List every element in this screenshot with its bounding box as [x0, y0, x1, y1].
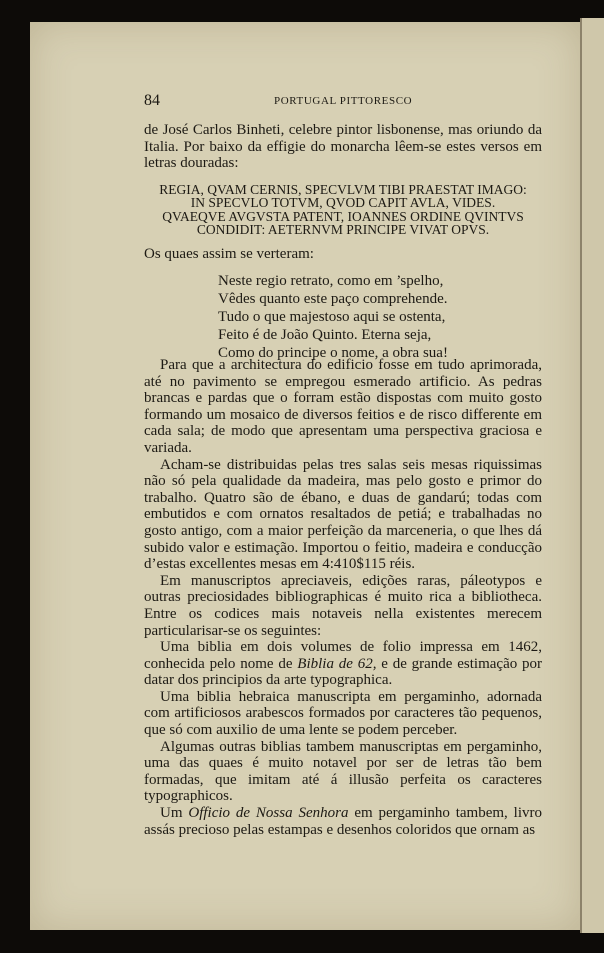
verse-line: Vêdes quanto este paço comprehende. [218, 291, 448, 307]
translated-verse [218, 272, 488, 362]
inscription-line: QVAEQVE AVGVSTA PATENT, IOANNES ORDINE QVINTVS [162, 208, 524, 224]
adjacent-page-edge [580, 18, 604, 933]
paragraph-architecture: Para que a architectura do edificio fosse em tudo aprimorada, até no pavimento se empregou esmerado artificio. As pedras brancas e pardas que o forram estão dispostas com muito gosto formando um mosaico de diversos feitios e de risco differente em cada sala; de modo que apresentam uma perspectiva graciosa e variada. [144, 357, 542, 456]
opening-paragraph [144, 122, 542, 172]
latin-inscription [144, 183, 542, 237]
verse-line: Feito é de João Quinto. Eterna seja, [218, 327, 432, 343]
paragraph-bible-1462: Uma biblia em dois volumes de folio impressa em 1462, conhecida pelo nome de Biblia de 62, e de grande estimação por datar dos principios da arte typographica. [144, 639, 543, 689]
inscription-line: REGIA, QVAM CERNIS, SPECVLVM TIBI PRAESTAT IMAGO: [159, 182, 527, 197]
page-header [144, 92, 542, 112]
verse-line: Neste regio retrato, como em ’spelho, [218, 273, 444, 289]
translation-intro-text: Os quaes assim se verteram: [144, 246, 314, 262]
inscription-line: IN SPECVLO TOTVM, QVOD CAPIT AVLA, VIDES. [190, 195, 496, 211]
paragraph-other-bibles: Algumas outras biblias tambem manuscriptas em pergaminho, uma das quaes é muito notavel por ser de letras tão bem formadas, que imitam até á illusão perfeita os caracteres typographicos. [144, 738, 542, 805]
verse-line: Como do principe o nome, a obra sua! [218, 345, 448, 361]
paragraph-officio: Um Officio de Nossa Senhora em pergaminho tambem, livro assás precioso pelas estampas e desenhos coloridos que ornam as [144, 805, 542, 838]
paragraph-tables: Acham-se distribuidas pelas tres salas seis mesas riquissimas não só pela qualidade da madeira, mas pelo gosto e primor do trabalho. Quatro são de ébano, e duas de gandarú; todas com embutidos e com ornatos resaltados de petiá; e trabalhadas no gosto antigo, com a maior perfeição da marceneria, o que lhes dá subido valor e estimação. Importou o feitio, madeira e conducção d’estas excellentes mesas em 4:410$115 réis. [144, 456, 542, 573]
inscription-line: CONDIDIT: AETERNVM PRINCIPE VIVAT OPVS. [196, 222, 490, 238]
italic-title: Officio de Nossa Senhora [188, 805, 349, 822]
paragraph-manuscripts: Em manuscriptos apreciaveis, edições raras, páleotypos e outras preciosidades bibliographicas é muito rica a bibliotheca. Entre os codices mais notaveis nella existentes merecem particularisar-se os seguintes: [144, 572, 542, 639]
translation-intro [144, 246, 542, 263]
body-text [144, 357, 542, 838]
verse-line: Tudo o que majestoso aqui se ostenta, [218, 309, 446, 325]
opening-text: de José Carlos Binheti, celebre pintor lisbonense, mas oriundo da Italia. Por baixo da effigie do monarcha lêem-se estes versos em letras douradas: [144, 122, 542, 172]
running-title: PORTUGAL PITTORESCO [274, 95, 413, 107]
page-number: 84 [144, 92, 160, 109]
paragraph-hebrew-bible: Uma biblia hebraica manuscripta em pergaminho, adornada com artificiosos arabescos formados por caracteres tão pequenos, que só com auxilio de uma lente se podem perceber. [144, 688, 542, 739]
italic-title: Biblia de 62, [297, 655, 377, 672]
